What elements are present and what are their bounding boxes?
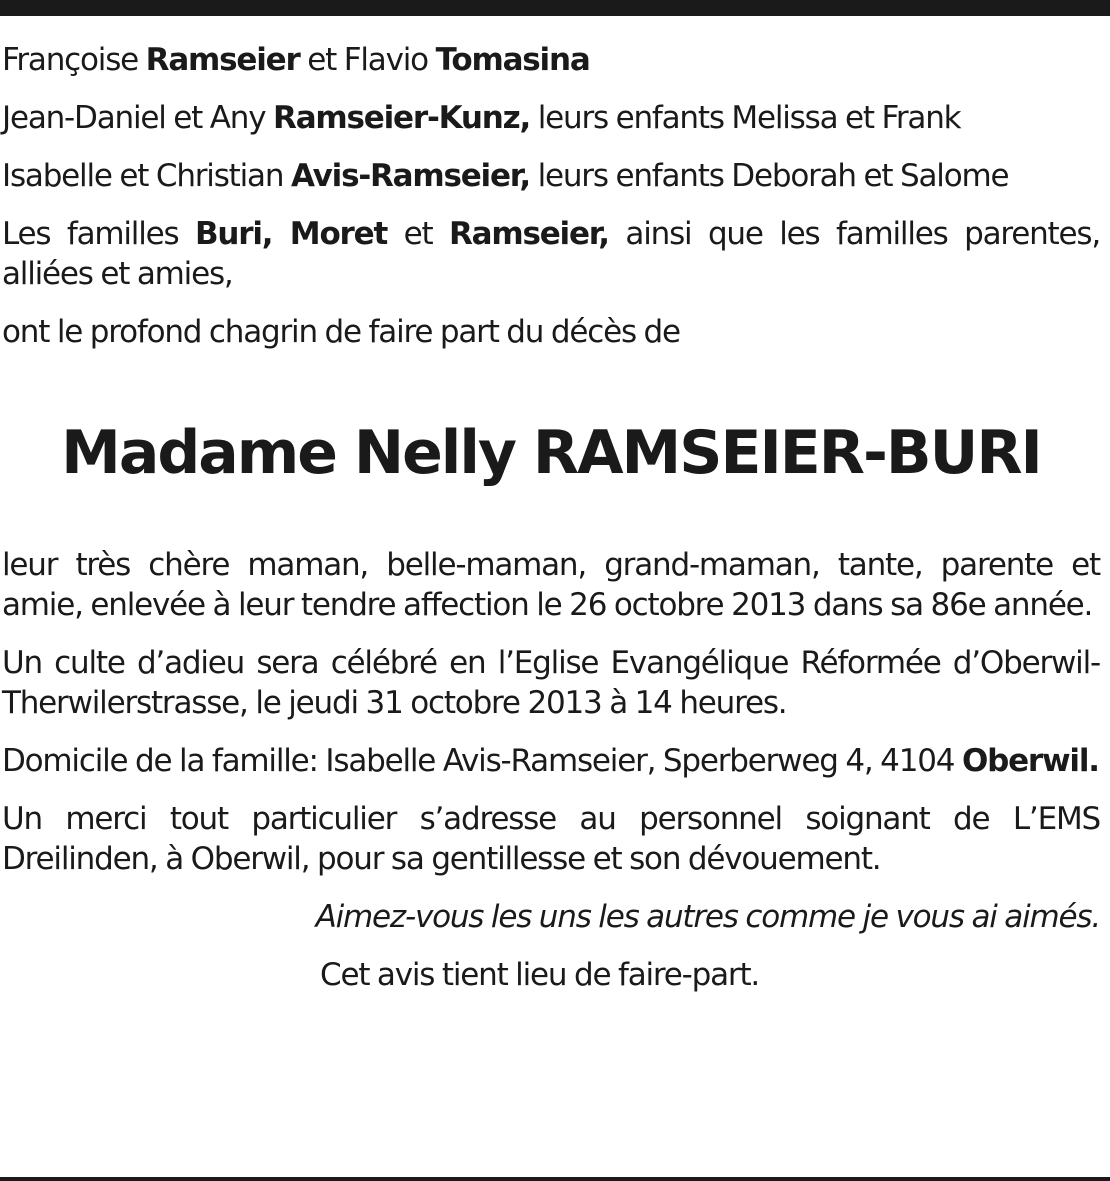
tribute-paragraph: leur très chère maman, belle-maman, grand-maman, tante, parente et amie, enlevée à leur tendre affection le 26 octobre 2013 dans sa 86e année. <box>2 547 1100 623</box>
text: Jean-Daniel et Any <box>2 100 274 136</box>
text: et Flavio <box>299 42 436 78</box>
text: Isabelle et Christian <box>2 158 291 194</box>
address-paragraph <box>2 741 1100 781</box>
bottom-border-rule <box>0 1177 1110 1181</box>
surname: Ramseier, <box>448 216 609 252</box>
family-line-1 <box>2 40 1100 80</box>
text: ainsi que les familles parentes, alliées et amies, <box>2 216 1100 292</box>
family-line-3 <box>2 156 1100 196</box>
thanks-paragraph: Un merci tout particulier s’adresse au personnel soignant de L’EMS Dreilinden, à Oberwil, pour sa gentillesse et son dévouement. <box>2 801 1100 877</box>
surname: Tomasina <box>435 42 590 78</box>
closing-note: Cet avis tient lieu de faire-part. <box>320 957 760 993</box>
text: Les familles <box>2 216 195 252</box>
surname: Ramseier-Kunz, <box>273 100 531 136</box>
service-paragraph: Un culte d’adieu sera célébré en l’Eglise Evangélique Réformée d’Oberwil-Therwilerstrasse, le jeudi 31 octobre 2013 à 14 heures. <box>2 645 1100 721</box>
top-border-rule <box>0 0 1110 16</box>
quote: Aimez-vous les uns les autres comme je vous ai aimés. <box>315 899 1100 935</box>
announcement-line: ont le profond chagrin de faire part du décès de <box>2 314 680 350</box>
text: et <box>387 216 449 252</box>
surname: Avis-Ramseier, <box>290 158 530 194</box>
family-line-4 <box>2 214 1100 294</box>
text: leurs enfants Deborah et Salome <box>529 158 1009 194</box>
notice-body <box>2 545 1100 995</box>
surname: Buri, Moret <box>194 216 388 252</box>
obituary-notice <box>2 40 1100 993</box>
family-line-2 <box>2 98 1100 138</box>
deceased-name: Madame Nelly RAMSEIER-BURI <box>61 418 1041 488</box>
text: leurs enfants Melissa et Frank <box>530 100 961 136</box>
surname: Ramseier <box>145 42 300 78</box>
city: Oberwil. <box>961 743 1099 779</box>
text: Domicile de la famille: Isabelle Avis-Ramseier, Sperberweg 4, 4104 <box>2 743 962 779</box>
text: Françoise <box>2 42 146 78</box>
